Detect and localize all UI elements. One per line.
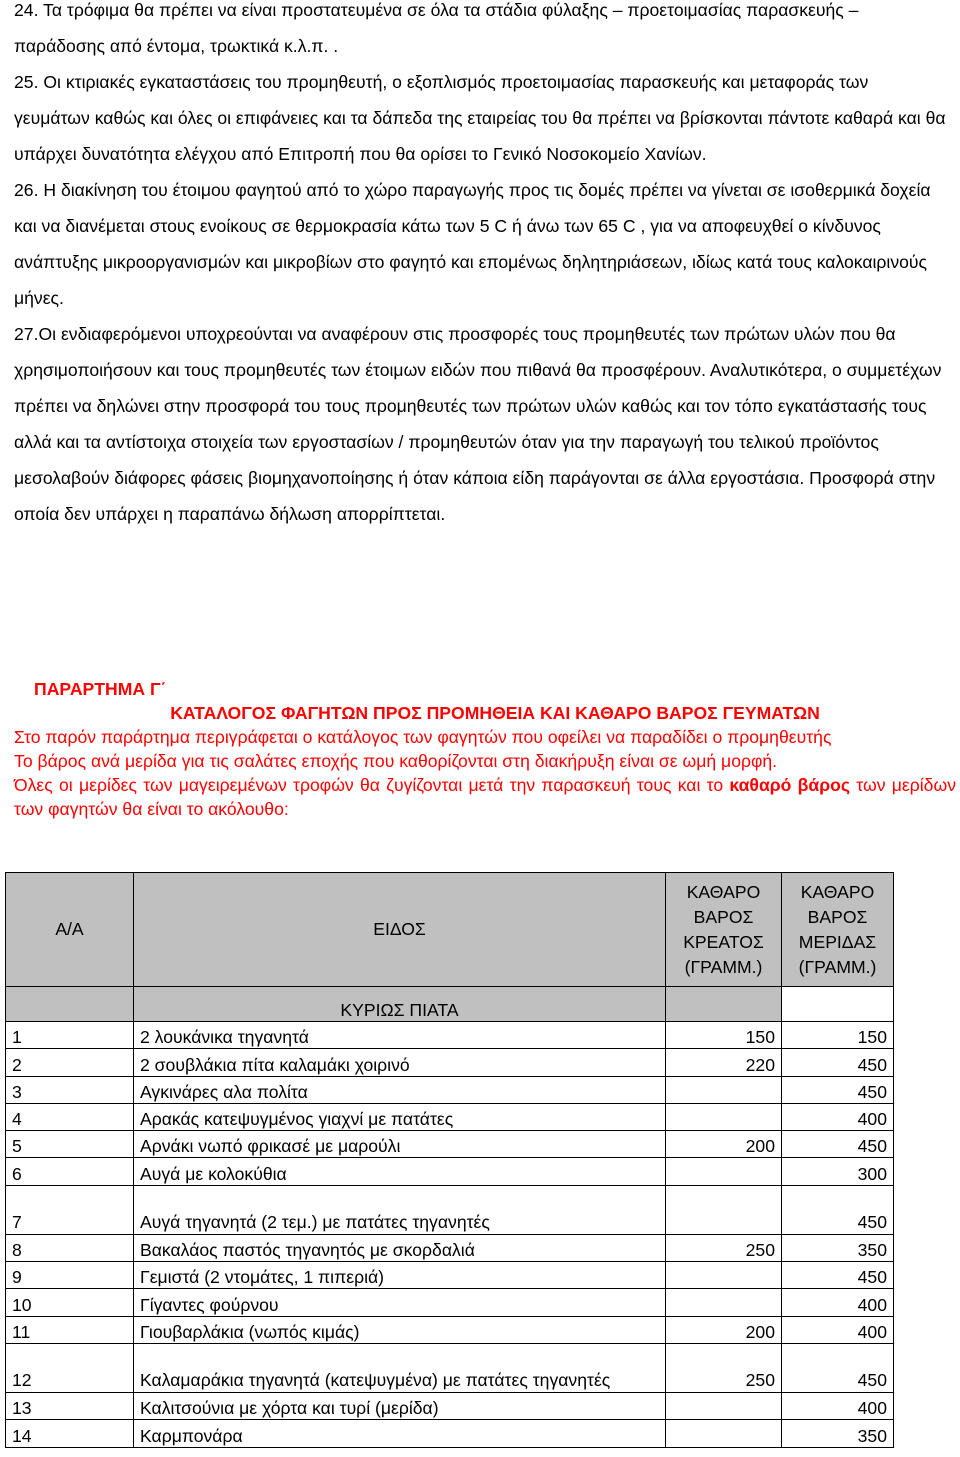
row-meat-weight: 150 <box>666 1022 782 1049</box>
table-row <box>6 1076 894 1103</box>
table-row <box>6 1420 894 1447</box>
row-meat-weight <box>666 1076 782 1103</box>
appendix-paragraph-3 <box>14 773 956 821</box>
table-row <box>6 1158 894 1185</box>
header-meat-weight: ΚΑΘΑΡΟ ΒΑΡΟΣ ΚΡΕΑΤΟΣ (ΓΡΑΜΜ.) <box>666 873 782 987</box>
row-meat-weight <box>666 1420 782 1447</box>
table-row <box>6 1022 894 1049</box>
row-meat-weight <box>666 1262 782 1289</box>
table-row <box>6 1289 894 1316</box>
appendix-subtitle: ΚΑΤΑΛΟΓΟΣ ΦΑΓΗΤΩΝ ΠΡΟΣ ΠΡΟΜΗΘΕΙΑ ΚΑΙ ΚΑΘΑΡΟ ΒΑΡΟΣ ΓΕΥΜΑΤΩΝ <box>170 703 820 723</box>
table-row <box>6 1392 894 1419</box>
paragraph-27: 27.Οι ενδιαφερόμενοι υποχρεούνται να αναφέρουν στις προσφορές τους προμηθευτές των πρώτων υλών που θα χρησιμοποιήσουν και τους προμηθευτές των έτοιμων ειδών που πιθανά θα προσφέρουν. Αναλυτικότερα, ο συμμετέχων πρέπει να δηλώνει στην προσφορά του τους προμηθευτές των πρώτων υλών καθώς και τον τόπο εγκατάστασής τους αλλά και τα αντίστοιχα στοιχεία των εργοστασίων / προμηθευτών όταν για την παραγωγή του τελικού προϊόντος μεσολαβούν διάφορες φάσεις βιομηχανοποίησης ή όταν κάποια είδη παράγονται σε άλλα εργοστάσια. Προσφορά στην οποία δεν υπάρχει η παραπάνω δήλωση απορρίπτεται. <box>14 324 942 524</box>
paragraph-26: 26. Η διακίνηση του έτοιμου φαγητού από το χώρο παραγωγής προς τις δομές πρέπει να γίνεται σε ισοθερμικά δοχεία και να διανέμεται στους ενοίκους σε θερμοκρασία κάτω των 5 C ή άνω των 65 C , για να αποφευχθεί ο κίνδυνος ανάπτυξης μικροοργανισμών και μικροβίων στο φαγητό και επομένως δηλητηριάσεων, ιδίως κατά τους καλοκαιρινούς μήνες. <box>14 180 931 308</box>
row-description: Καλαμαράκια τηγανητά (κατεψυγμένα) με πατάτες τηγανητές <box>134 1343 666 1392</box>
row-portion-weight: 450 <box>782 1049 894 1076</box>
section-cell-meat <box>666 987 782 1022</box>
row-description: Καλιτσούνια με χόρτα και τυρί (μερίδα) <box>134 1392 666 1419</box>
row-number: 7 <box>6 1185 134 1234</box>
row-number: 4 <box>6 1103 134 1130</box>
row-description: Αγκινάρες αλα πολίτα <box>134 1076 666 1103</box>
row-portion-weight: 350 <box>782 1234 894 1261</box>
row-meat-weight <box>666 1158 782 1185</box>
header-description: ΕΙΔΟΣ <box>134 873 666 987</box>
row-portion-weight: 450 <box>782 1131 894 1158</box>
appendix-title: ΠΑΡΑΡΤΗΜΑ Γ΄ <box>34 679 167 699</box>
header-aa: Α/Α <box>6 873 134 987</box>
table-row <box>6 1262 894 1289</box>
section-cell-portion <box>782 987 894 1022</box>
row-number: 14 <box>6 1420 134 1447</box>
row-meat-weight: 200 <box>666 1131 782 1158</box>
row-number: 11 <box>6 1316 134 1343</box>
row-portion-weight: 450 <box>782 1343 894 1392</box>
table-row <box>6 1343 894 1392</box>
row-portion-weight: 450 <box>782 1262 894 1289</box>
row-meat-weight: 220 <box>666 1049 782 1076</box>
row-description: Αρνάκι νωπό φρικασέ με μαρούλι <box>134 1131 666 1158</box>
appendix-section <box>14 677 956 821</box>
row-number: 3 <box>6 1076 134 1103</box>
row-portion-weight: 350 <box>782 1420 894 1447</box>
row-number: 2 <box>6 1049 134 1076</box>
paragraph-25: 25. Οι κτιριακές εγκαταστάσεις του προμηθευτή, ο εξοπλισμός προετοιμασίας παρασκευής και μεταφοράς των γευμάτων καθώς και όλες οι επιφάνειες και τα δάπεδα της εταιρείας του θα πρέπει να βρίσκονται πάντοτε καθαρά και θα υπάρχει δυνατότητα ελέγχου από Επιτροπή που θα ορίσει το Γενικό Νοσοκομείο Χανίων. <box>14 72 946 164</box>
section-title: ΚΥΡΙΩΣ ΠΙΑΤΑ <box>134 987 666 1022</box>
row-number: 6 <box>6 1158 134 1185</box>
table-row <box>6 1103 894 1130</box>
table-row <box>6 1049 894 1076</box>
row-meat-weight <box>666 1103 782 1130</box>
row-description: 2 λουκάνικα τηγανητά <box>134 1022 666 1049</box>
section-row <box>6 987 894 1022</box>
row-meat-weight: 250 <box>666 1343 782 1392</box>
row-description: Αυγά τηγανητά (2 τεμ.) με πατάτες τηγανητές <box>134 1185 666 1234</box>
row-number: 13 <box>6 1392 134 1419</box>
row-portion-weight: 400 <box>782 1392 894 1419</box>
row-portion-weight: 150 <box>782 1022 894 1049</box>
net-weight-emphasis: καθαρό βάρος <box>729 775 850 795</box>
row-meat-weight <box>666 1289 782 1316</box>
row-portion-weight: 400 <box>782 1289 894 1316</box>
row-number: 8 <box>6 1234 134 1261</box>
row-number: 1 <box>6 1022 134 1049</box>
row-portion-weight: 450 <box>782 1185 894 1234</box>
table-header-row <box>6 873 894 987</box>
row-number: 9 <box>6 1262 134 1289</box>
row-meat-weight <box>666 1392 782 1419</box>
row-description: 2 σουβλάκια πίτα καλαμάκι χοιρινό <box>134 1049 666 1076</box>
row-meat-weight: 250 <box>666 1234 782 1261</box>
row-description: Αρακάς κατεψυγμένος γιαχνί με πατάτες <box>134 1103 666 1130</box>
table-row <box>6 1316 894 1343</box>
table-row <box>6 1185 894 1234</box>
body-text <box>14 0 946 532</box>
row-portion-weight: 400 <box>782 1103 894 1130</box>
row-portion-weight: 450 <box>782 1076 894 1103</box>
row-portion-weight: 300 <box>782 1158 894 1185</box>
appendix-p3-end: των μερίδων των φαγητών θα είναι το ακόλουθο: <box>14 775 957 819</box>
row-description: Βακαλάος παστός τηγανητός με σκορδαλιά <box>134 1234 666 1261</box>
table-row <box>6 1131 894 1158</box>
row-meat-weight: 200 <box>666 1316 782 1343</box>
appendix-paragraph-2: Το βάρος ανά μερίδα για τις σαλάτες εποχής που καθορίζονται στη διακήρυξη είναι σε ωμή μορφή. <box>14 751 778 771</box>
appendix-p3-start: Όλες οι μερίδες των μαγειρεμένων τροφών θα ζυγίζονται μετά την παρασκευή τους και το <box>14 775 724 795</box>
row-description: Καρμπονάρα <box>134 1420 666 1447</box>
row-description: Γίγαντες φούρνου <box>134 1289 666 1316</box>
row-description: Γιουβαρλάκια (νωπός κιμάς) <box>134 1316 666 1343</box>
paragraph-24: 24. Τα τρόφιμα θα πρέπει να είναι προστατευμένα σε όλα τα στάδια φύλαξης – προετοιμασίας παρασκευής – παράδοσης από έντομα, τρωκτικά κ.λ.π. . <box>14 0 859 56</box>
table-row <box>6 1234 894 1261</box>
appendix-paragraph-1: Στο παρόν παράρτημα περιγράφεται ο κατάλογος των φαγητών που οφείλει να παραδίδει ο προμηθευτής <box>14 727 832 747</box>
row-portion-weight: 400 <box>782 1316 894 1343</box>
row-description: Γεμιστά (2 ντομάτες, 1 πιπεριά) <box>134 1262 666 1289</box>
row-description: Αυγά με κολοκύθια <box>134 1158 666 1185</box>
row-meat-weight <box>666 1185 782 1234</box>
row-number: 5 <box>6 1131 134 1158</box>
section-cell-aa <box>6 987 134 1022</box>
food-weight-table <box>5 872 894 1448</box>
header-portion-weight: ΚΑΘΑΡΟ ΒΑΡΟΣ ΜΕΡΙΔΑΣ (ΓΡΑΜΜ.) <box>782 873 894 987</box>
row-number: 12 <box>6 1343 134 1392</box>
row-number: 10 <box>6 1289 134 1316</box>
